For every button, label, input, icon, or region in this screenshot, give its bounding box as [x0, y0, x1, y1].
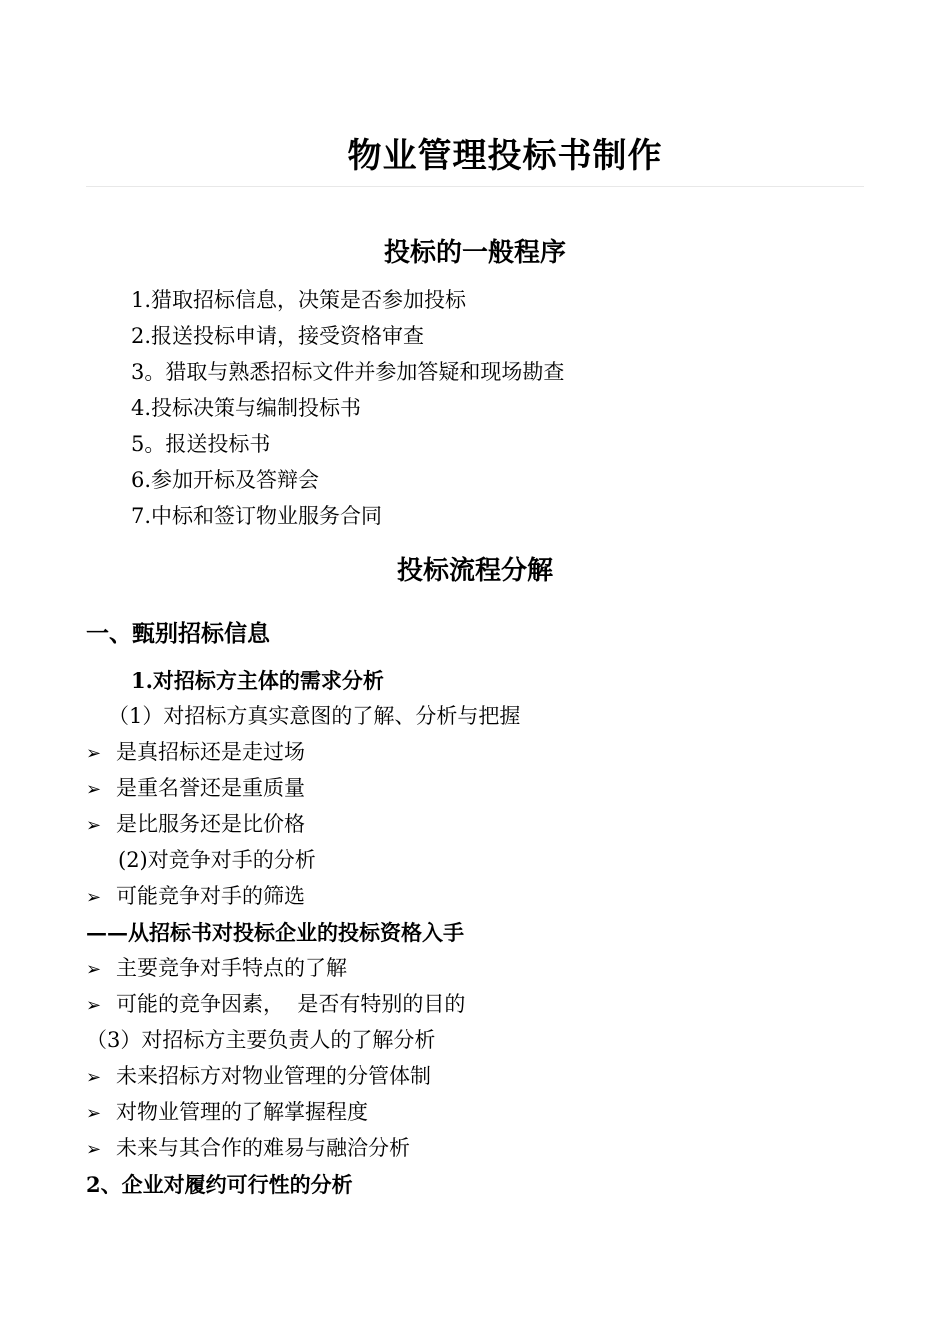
section-heading-general-procedure: 投标的一般程序	[383, 238, 566, 268]
procedure-step: 6.参加开标及答辩会	[131, 468, 320, 492]
part-heading: 一、甄别招标信息	[86, 620, 270, 647]
title-divider	[86, 186, 864, 187]
arrowhead-bullet-icon: ➢	[86, 1067, 102, 1088]
list-item: ➢ 主要竞争对手特点的了解	[86, 956, 347, 980]
procedure-step: 4.投标决策与编制投标书	[131, 396, 362, 420]
sub-heading: 1.对招标方主体的需求分析	[131, 668, 384, 693]
item-heading: (2)对竞争对手的分析	[118, 848, 316, 872]
list-item: ➢ 可能竞争对手的筛选	[86, 884, 305, 908]
list-item: ➢ 是比服务还是比价格	[86, 812, 305, 836]
arrowhead-bullet-icon: ➢	[86, 779, 102, 800]
procedure-step: 2.报送投标申请，接受资格审查	[131, 324, 425, 348]
procedure-step: 1.猎取招标信息，决策是否参加投标	[131, 288, 467, 312]
section-heading-process-breakdown: 投标流程分解	[396, 556, 553, 586]
list-item: ➢ 可能的竞争因素， 是否有特别的目的	[86, 992, 466, 1016]
item-heading: （3）对招标方主要负责人的了解分析	[86, 1028, 436, 1052]
arrowhead-bullet-icon: ➢	[86, 1139, 102, 1160]
note-line: ——从招标书对投标企业的投标资格入手	[86, 920, 464, 945]
list-item: ➢ 是真招标还是走过场	[86, 740, 305, 764]
arrowhead-bullet-icon: ➢	[86, 995, 102, 1016]
arrowhead-bullet-icon: ➢	[86, 743, 102, 764]
arrowhead-bullet-icon: ➢	[86, 815, 102, 836]
page-title: 物业管理投标书制作	[347, 136, 663, 176]
procedure-step: 7.中标和签订物业服务合同	[131, 504, 383, 528]
arrowhead-bullet-icon: ➢	[86, 887, 102, 908]
arrowhead-bullet-icon: ➢	[86, 959, 102, 980]
item-heading: （1）对招标方真实意图的了解、分析与把握	[108, 704, 521, 728]
arrowhead-bullet-icon: ➢	[86, 1103, 102, 1124]
sub-heading: 2、企业对履约可行性的分析	[86, 1172, 353, 1197]
procedure-step: 5。报送投标书	[131, 432, 271, 456]
list-item: ➢ 未来招标方对物业管理的分管体制	[86, 1064, 431, 1088]
list-item: ➢ 对物业管理的了解掌握程度	[86, 1100, 368, 1124]
procedure-step: 3。猎取与熟悉招标文件并参加答疑和现场勘查	[131, 360, 565, 384]
list-item: ➢ 未来与其合作的难易与融洽分析	[86, 1136, 410, 1160]
list-item: ➢ 是重名誉还是重质量	[86, 776, 305, 800]
